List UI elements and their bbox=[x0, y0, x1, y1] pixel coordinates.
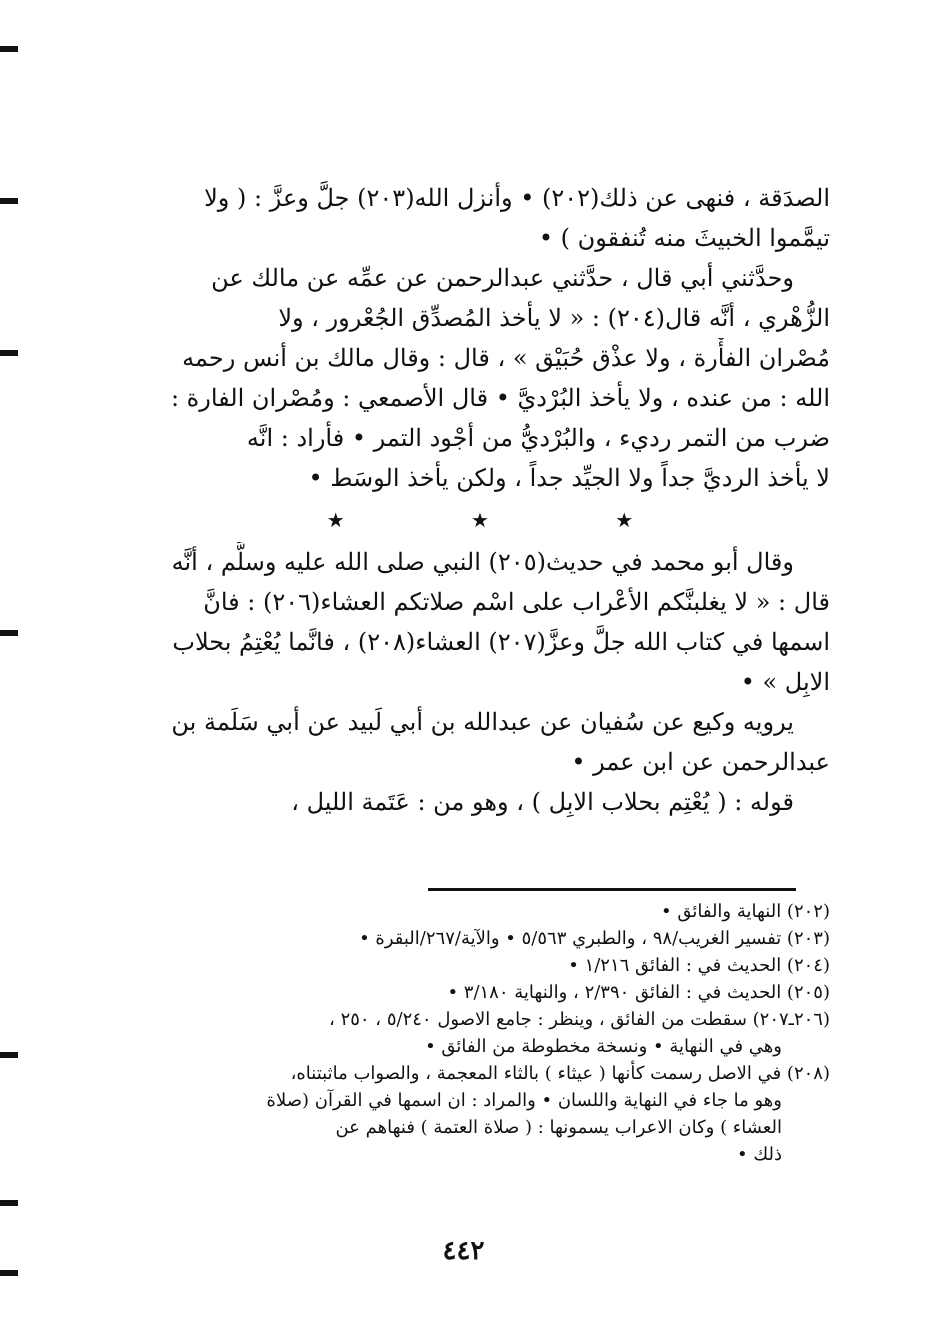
footnote-line: (٢٠٢) النهاية والفائق • bbox=[661, 901, 830, 922]
text-line: الابِل » • bbox=[740, 668, 830, 696]
paragraph-block-zakat bbox=[130, 178, 830, 498]
footnote-line: وهي في النهاية • ونسخة مخطوطة من الفائق • bbox=[425, 1036, 782, 1057]
binding-mark bbox=[0, 1270, 18, 1276]
text-line: الصدَقة ، فنهى عن ذلك(٢٠٢) • وأنزل الله(٢٠٣) جلَّ وعزَّ : ( ولا bbox=[204, 184, 830, 212]
binding-mark bbox=[0, 1200, 18, 1206]
binding-mark bbox=[0, 1052, 18, 1058]
text-line: الزُّهْري ، أنَّه قال(٢٠٤) : « لا يأخذ المُصدِّق الجُعْرور ، ولا bbox=[278, 304, 830, 332]
text-line: وحدَّثني أبي قال ، حدَّثني عبدالرحمن عن عمِّه عن مالك عن bbox=[211, 264, 794, 292]
footnote-line: (٢٠٣) تفسير الغريب/٩٨ ، والطبري ٥/٥٦٣ • والآية/٢٦٧/البقرة • bbox=[359, 928, 830, 949]
footnote-line: العشاء ) وكان الاعراب يسمونها : ( صلاة العتمة ) فنهاهم عن bbox=[335, 1117, 782, 1138]
text-line: قال : « لا يغلبنَّكم الأعْراب على اسْم صلاتكم العشاء(٢٠٦) : فانَّ bbox=[203, 588, 830, 616]
footnote-line: (٢٠٨) في الاصل رسمت كأنها ( عيثاء ) بالثاء المعجمة ، والصواب ماثبتناه، bbox=[290, 1063, 830, 1084]
text-line: اسمها في كتاب الله جلَّ وعزَّ(٢٠٧) العشاء(٢٠٨) ، فانَّما يُعْتِمُ بحلاب bbox=[172, 628, 830, 656]
text-line: وقال أبو محمد في حديث(٢٠٥) النبي صلى الله عليه وسلَّم ، أنَّه bbox=[171, 548, 794, 576]
paragraph-block-isha bbox=[130, 542, 830, 822]
text-line: عبدالرحمن عن ابن عمر • bbox=[571, 748, 830, 776]
text-line: مُصْران الفأْرة ، ولا عذْق حُبَيْق » ، قال : وقال مالك بن أنس رحمه bbox=[182, 344, 830, 372]
main-text bbox=[130, 178, 830, 822]
binding-mark bbox=[0, 198, 18, 204]
footnote-rule bbox=[428, 888, 796, 891]
text-line: ضرب من التمر رديء ، والبُرْديُّ من أجْود التمر • فأراد : انَّه bbox=[246, 424, 830, 452]
text-line: لا يأخذ الرديَّ جداً ولا الجيِّد جداً ، ولكن يأخذ الوسَط • bbox=[308, 464, 830, 492]
section-separator: ★ ★ ★ bbox=[326, 508, 694, 532]
footnote-line: (٢٠٦ـ٢٠٧) سقطت من الفائق ، وينظر : جامع الاصول ٥/٢٤٠ ، ٢٥٠ ، bbox=[329, 1009, 830, 1030]
page-number: ٤٤٢ bbox=[442, 1236, 485, 1266]
binding-mark bbox=[0, 46, 18, 52]
footnote-line: ذلك • bbox=[736, 1144, 782, 1165]
text-line: قوله : ( يُعْتِم بحلاب الابِل ) ، وهو من : عَتَمة الليل ، bbox=[291, 788, 794, 816]
binding-mark bbox=[0, 630, 18, 636]
footnotes bbox=[150, 898, 830, 1168]
text-line: الله : من عنده ، ولا يأخذ البُرْديَّ • قال الأصمعي : ومُصْران الفارة : bbox=[170, 384, 830, 412]
binding-mark bbox=[0, 350, 18, 356]
footnote-line: (٢٠٥) الحديث في : الفائق ٢/٣٩٠ ، والنهاية ٣/١٨٠ • bbox=[447, 982, 830, 1003]
text-line: تيمَّموا الخبيثَ منه تُنفقون ) • bbox=[538, 224, 830, 252]
footnote-line: وهو ما جاء في النهاية واللسان • والمراد : ان اسمها في القرآن (صلاة bbox=[266, 1090, 782, 1111]
footnote-line: (٢٠٤) الحديث في : الفائق ١/٢١٦ • bbox=[568, 955, 830, 976]
text-line: يرويه وكيع عن سُفيان عن عبدالله بن أبي لَبيد عن أبي سَلَمة بن bbox=[171, 708, 794, 736]
